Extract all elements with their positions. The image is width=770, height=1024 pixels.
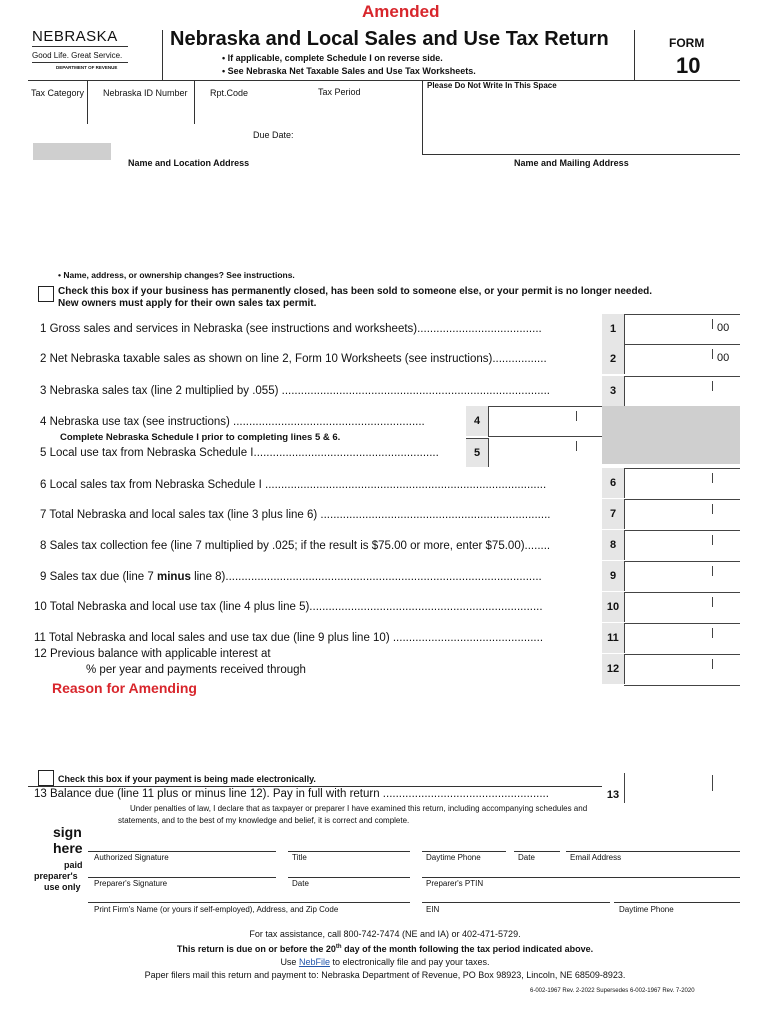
line-9-text-c: line 8)................................................................................................... (190, 571, 542, 583)
line-3-number: 3 (602, 376, 625, 406)
here-label: here (53, 840, 83, 856)
line-4-number: 4 (466, 406, 489, 436)
line-9-number: 9 (602, 561, 625, 591)
line-9-text-minus: minus (157, 571, 191, 583)
electronic-payment-note: Check this box if your payment is being made electronically. (58, 774, 316, 784)
line-11-text: 11 Total Nebraska and local sales and use tax due (line 9 plus line 10) ............................................... (34, 632, 544, 644)
line-1-cents: 00 (717, 322, 730, 334)
due-date-text-b: day of the month following the tax period indicated above. (341, 944, 594, 954)
preparer-date-field[interactable]: Date (292, 879, 309, 888)
logo-name: NEBRASKA (32, 28, 118, 45)
nebfile-link[interactable]: NebFile (298, 957, 330, 967)
line-2-amount[interactable] (624, 344, 740, 375)
shaded-area (602, 406, 740, 464)
line-7-amount[interactable] (624, 499, 740, 530)
form-label: FORM (669, 36, 705, 50)
name-location-label: Name and Location Address (128, 158, 250, 168)
mail-text: Paper filers mail this return and payment to: Nebraska Department of Revenue, PO Box 98923, Lincoln, NE 68509-8923. (144, 970, 626, 980)
nebfile-text-b: to electronically file and pay your taxes. (329, 957, 490, 967)
line-13-text: 13 Balance due (line 11 plus or minus line 12). Pay in full with return .................................................... (34, 788, 549, 800)
penalty-statement-1: Under penalties of law, I declare that as taxpayer or preparer I have examined this return, including accompanying schedules and (130, 804, 588, 813)
line-6-number: 6 (602, 468, 625, 498)
line-7-number: 7 (602, 499, 625, 529)
line-8-number: 8 (602, 530, 625, 560)
line-5-number: 5 (466, 438, 489, 467)
schedule-note: Complete Nebraska Schedule I prior to completing lines 5 & 6. (60, 432, 341, 443)
revision-note: 6-002-1967 Rev. 2-2022 Supersedes 6-002-1967 Rev. 7-2020 (530, 988, 695, 994)
preparer-ptin-field[interactable]: Preparer's PTIN (426, 879, 484, 888)
line-12-number: 12 (602, 654, 625, 684)
line-4-text: 4 Nebraska use tax (see instructions) ............................................................ (40, 416, 425, 428)
electronic-payment-checkbox[interactable] (38, 770, 54, 786)
due-date-text (0, 941, 770, 956)
line-7-text: 7 Total Nebraska and local sales tax (line 3 plus line 6) ........................................................................ (40, 509, 551, 521)
line-8-amount[interactable] (624, 530, 740, 561)
logo-dept: DEPARTMENT OF REVENUE (56, 65, 118, 70)
line-12-amount[interactable] (624, 654, 740, 686)
penalty-statement-2: statements, and to the best of my knowledge and belief, it is correct and complete. (118, 816, 410, 825)
nebfile-text-a: Use (280, 957, 299, 967)
nebfile-text (0, 956, 770, 969)
closed-note-1: Check this box if your business has permanently closed, has been sold to someone else, or your permit is no longer needed. (58, 286, 653, 297)
line-9-text-a: 9 Sales tax due (line 7 (40, 571, 157, 583)
line-11-amount[interactable] (624, 623, 740, 654)
line-13-amount[interactable] (624, 773, 740, 803)
line-1-text: 1 Gross sales and services in Nebraska (see instructions and worksheets)....................................... (40, 323, 542, 335)
paid-label: paid (64, 860, 83, 870)
line-10-number: 10 (602, 592, 625, 622)
authorized-signature-field[interactable]: Authorized Signature (94, 853, 169, 862)
line-10-text: 10 Total Nebraska and local use tax (line 4 plus line 5)......................................................................... (34, 601, 543, 613)
rpt-code-label: Rpt.Code (210, 88, 249, 98)
line-5-text: 5 Local use tax from Nebraska Schedule I.......................................................... (40, 447, 439, 459)
footer (0, 928, 770, 982)
nebraska-logo (32, 28, 132, 70)
name-mailing-label: Name and Mailing Address (514, 158, 629, 168)
line-2-number: 2 (602, 344, 625, 374)
due-date-text-a: This return is due on or before the 20 (176, 944, 336, 954)
line-3-amount[interactable] (624, 376, 740, 407)
sign-label: sign (53, 824, 82, 840)
line-1-amount[interactable] (624, 314, 740, 345)
tax-category-label: Tax Category (31, 88, 85, 98)
logo-tagline: Good Life. Great Service. (32, 51, 123, 60)
firm-name-field[interactable]: Print Firm's Name (or yours if self-employed), Address, and Zip Code (94, 905, 339, 914)
tax-period-label: Tax Period (318, 87, 361, 97)
line-8-text: 8 Sales tax collection fee (line 7 multiplied by .025; if the result is $75.00 or more, enter $75.00)........ (40, 540, 551, 552)
instruction-1: • If applicable, complete Schedule I on reverse side. (222, 53, 443, 63)
closed-note-2: New owners must apply for their own sales tax permit. (58, 298, 317, 309)
line-9-amount[interactable] (624, 561, 740, 592)
tax-assistance-text: For tax assistance, call 800-742-7474 (NE and IA) or 402-471-5729. (249, 929, 521, 939)
closed-business-checkbox[interactable] (38, 286, 54, 302)
line-6-text: 6 Local sales tax from Nebraska Schedule I ........................................................................................ (40, 479, 547, 491)
line-9-text (40, 571, 542, 583)
nebraska-id-label: Nebraska ID Number (103, 88, 188, 98)
office-use-label: Please Do Not Write In This Space (427, 81, 557, 90)
date-field[interactable]: Date (518, 853, 535, 862)
reason-for-amending: Reason for Amending (52, 680, 197, 696)
preparers-label: preparer's (34, 871, 78, 881)
email-field[interactable]: Email Address (570, 853, 622, 862)
line-12-text-a: 12 Previous balance with applicable interest at (34, 648, 271, 660)
form-title: Nebraska and Local Sales and Use Tax Return (170, 28, 609, 50)
line-5-amount[interactable] (488, 436, 602, 467)
line-2-text: 2 Net Nebraska taxable sales as shown on line 2, Form 10 Worksheets (see instructions)................. (40, 353, 547, 365)
preparer-phone-field[interactable]: Daytime Phone (619, 905, 674, 914)
line-2-cents: 00 (717, 352, 730, 364)
daytime-phone-field[interactable]: Daytime Phone (426, 853, 481, 862)
changes-note: • Name, address, or ownership changes? See instructions. (58, 270, 295, 280)
shaded-field (33, 143, 111, 160)
form-number: 10 (676, 53, 701, 78)
line-12-text-b: % per year and payments received through (86, 664, 306, 676)
line-6-amount[interactable] (624, 468, 740, 499)
amended-label: Amended (362, 2, 440, 21)
use-only-label: use only (44, 882, 81, 892)
ein-field[interactable]: EIN (426, 905, 440, 914)
due-date-label: Due Date: (253, 130, 294, 140)
line-13-number: 13 (602, 773, 625, 803)
instruction-2: • See Nebraska Net Taxable Sales and Use Tax Worksheets. (222, 66, 476, 76)
line-3-text: 3 Nebraska sales tax (line 2 multiplied by .055) .................................................................................... (40, 385, 551, 397)
line-4-amount[interactable] (488, 406, 602, 437)
line-1-number: 1 (602, 314, 625, 344)
preparer-signature-field[interactable]: Preparer's Signature (94, 879, 168, 888)
due-date-sup: th (335, 944, 342, 950)
line-10-amount[interactable] (624, 592, 740, 623)
line-11-number: 11 (602, 623, 625, 653)
title-field[interactable]: Title (292, 853, 307, 862)
office-use-box (422, 80, 740, 155)
